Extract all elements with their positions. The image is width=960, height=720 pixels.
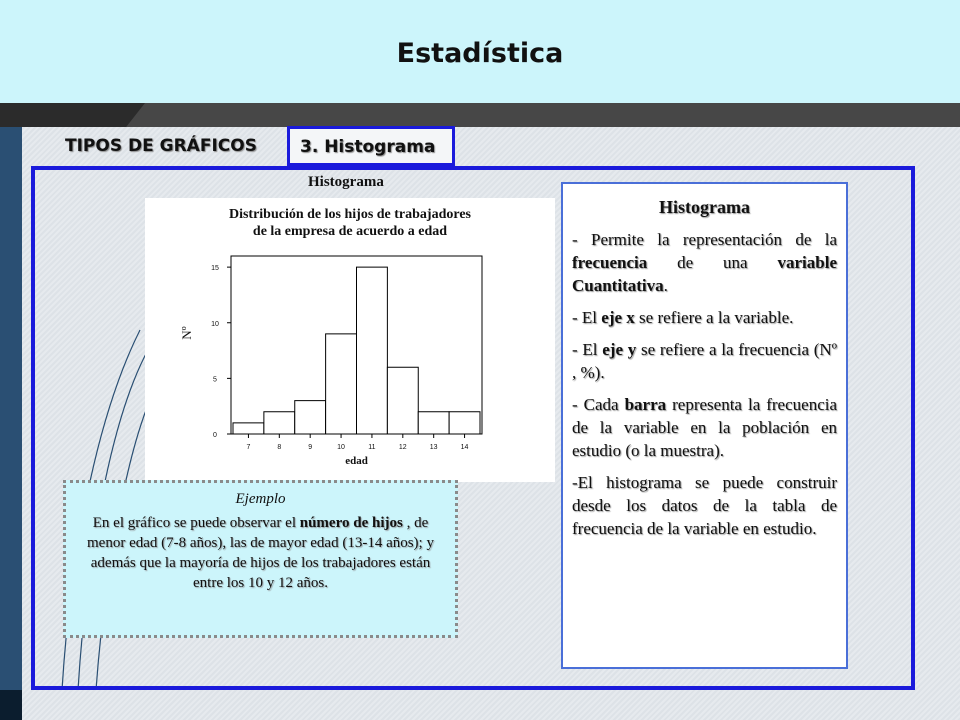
x-tick-label: 13: [429, 444, 438, 451]
chart-title-line-2: de la empresa de acuerdo a edad: [252, 224, 448, 239]
histogram-bar: [449, 412, 480, 434]
histogram-bar: [387, 367, 418, 434]
x-tick-label: 8: [277, 444, 282, 451]
info-title: Histograma: [659, 197, 750, 217]
histogram-chart: [145, 198, 555, 482]
histogram-bar: [295, 401, 326, 434]
x-tick-label: 11: [368, 444, 376, 451]
subsection-box: [287, 126, 455, 166]
histogram-bar: [357, 267, 388, 434]
x-tick-label: 12: [398, 444, 407, 451]
histogram-bar: [326, 334, 357, 434]
info-panel: [561, 182, 848, 669]
info-point-x-axis: - El eje x se refiere a la variable.: [572, 308, 794, 327]
x-tick-label: 10: [337, 444, 345, 451]
x-tick-label: 9: [308, 444, 313, 451]
x-tick-label: 7: [246, 444, 251, 451]
info-point-bar: - Cada barra representa la frecuencia de la variable en la población en estudio (o la muestra).: [572, 395, 838, 460]
subsection-label: 3. Histograma: [300, 137, 436, 157]
histogram-bar: [233, 423, 264, 434]
info-point-y-axis: - El eje y se refiere a la frecuencia (Nº , %).: [572, 340, 837, 382]
histogram-bar: [264, 412, 295, 434]
x-axis-label: edad: [345, 455, 368, 467]
chart-caption: Histograma: [308, 174, 384, 190]
y-tick-label: 0: [213, 432, 217, 439]
y-axis-label: Nº: [179, 326, 194, 340]
example-title: Ejemplo: [235, 491, 286, 507]
x-tick-label: 14: [460, 444, 469, 451]
info-point-table: -El histograma se puede construir desde los datos de la tabla de frecuencia de la variable en estudio.: [572, 473, 837, 538]
example-box: [63, 480, 458, 638]
histogram-bar: [418, 412, 449, 434]
page-title: Estadística: [396, 38, 564, 69]
section-label: TIPOS DE GRÁFICOS: [65, 136, 257, 156]
example-text: En el gráfico se puede observar el número de hijos , de menor edad (7-8 años), las de mayor edad (13-14 años); y además que la mayoría de hijos de los trabajadores están entre los 10 y 12 años.: [87, 515, 434, 591]
chart-title-line-1: Distribución de los hijos de trabajadores: [228, 207, 472, 222]
y-tick-label: 5: [213, 376, 217, 384]
histogram-plot: [145, 198, 555, 482]
info-point-frequency: - Permite la representación de la frecuencia de una variable Cuantitativa.: [572, 230, 837, 295]
y-tick-label: 10: [211, 320, 219, 328]
y-tick-label: 15: [211, 265, 219, 273]
